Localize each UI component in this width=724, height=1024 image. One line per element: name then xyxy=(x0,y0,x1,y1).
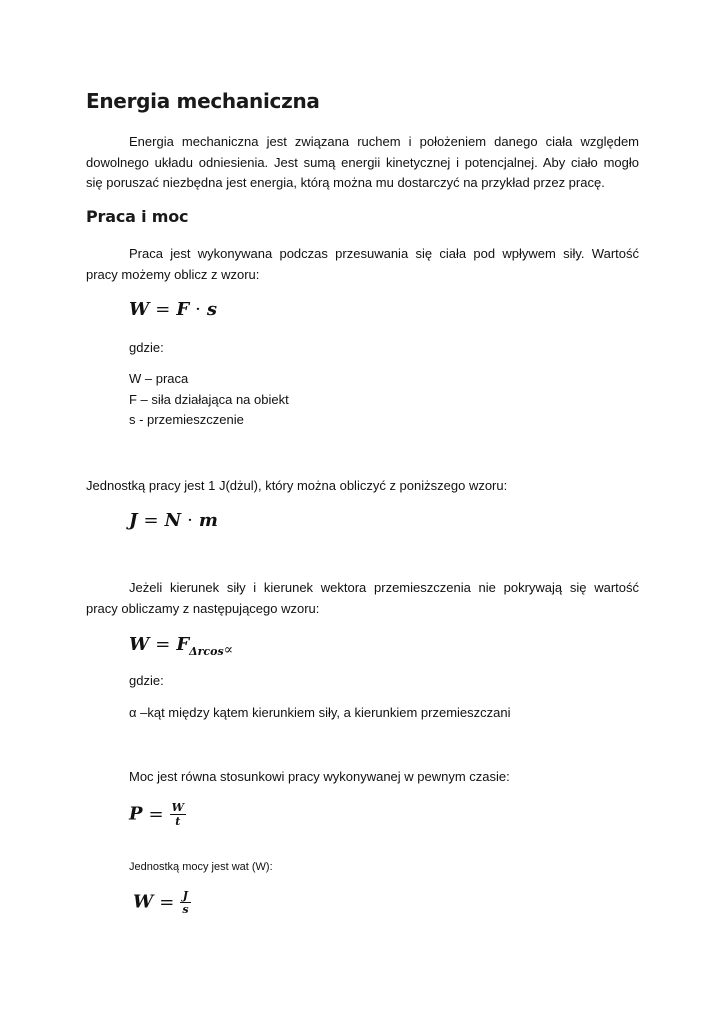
intro-line-1: Energia mechaniczna jest związana ruchem i położeniem danego ciała względem xyxy=(129,134,639,149)
formula-angle-sub: Δrcos xyxy=(189,645,224,658)
definitions-list xyxy=(129,369,289,431)
formula-angle-lhs: W xyxy=(129,634,150,655)
where-label-2: gdzie: xyxy=(129,673,164,688)
formula-power xyxy=(129,801,186,828)
formula-power-lhs: P xyxy=(129,803,143,825)
intro-line-3: się poruszać niezbędna jest energia, którą można mu dostarczyć na przykład przez pracę. xyxy=(86,175,605,190)
definition-f: F – siła działająca na obiekt xyxy=(129,391,289,407)
formula-power-fraction xyxy=(170,801,186,828)
formula-watt-eq: = xyxy=(159,891,175,913)
work-line-2: pracy możemy oblicz z wzoru: xyxy=(86,266,260,282)
page-title: Energia mechaniczna xyxy=(86,89,320,113)
formula-angle-eq: = xyxy=(155,634,171,655)
definition-w: W – praca xyxy=(129,371,189,386)
formula-work-lhs: W xyxy=(129,299,150,320)
definition-s: s - przemieszczenie xyxy=(129,412,244,427)
formula-watt-num: J xyxy=(180,889,190,903)
alpha-definition: α –kąt między kątem kierunkiem siły, a kierunkiem przemieszczani xyxy=(129,705,511,720)
formula-work-eq: = xyxy=(155,299,171,320)
unit-line: Jednostką pracy jest 1 J(dżul), który można obliczyć z poniższego wzoru: xyxy=(86,478,508,493)
formula-work-b: s xyxy=(206,299,217,320)
formula-joule-dot: · xyxy=(187,510,193,531)
formula-angle-a: F xyxy=(176,634,190,655)
formula-watt-fraction xyxy=(180,889,190,916)
angle-line-1: Jeżeli kierunek siły i kierunek wektora przemieszczenia nie pokrywają się wartość xyxy=(129,580,639,595)
formula-angle-prop: ∝ xyxy=(223,642,234,658)
formula-angle xyxy=(129,634,233,658)
work-paragraph xyxy=(86,244,639,285)
formula-joule xyxy=(129,510,218,531)
formula-joule-eq: = xyxy=(143,510,159,531)
formula-watt-lhs: W xyxy=(133,891,154,913)
power-line: Moc jest równa stosunkowi pracy wykonywanej w pewnym czasie: xyxy=(129,769,510,784)
formula-watt-den: s xyxy=(182,903,189,916)
power-unit-line: Jednostką mocy jest wat (W): xyxy=(129,861,273,873)
where-label-1: gdzie: xyxy=(129,340,164,355)
formula-power-eq: = xyxy=(148,803,164,825)
work-line-1: Praca jest wykonywana podczas przesuwania się ciała pod wpływem siły. Wartość xyxy=(129,246,639,261)
formula-work xyxy=(129,299,217,320)
formula-watt xyxy=(133,889,191,916)
angle-paragraph xyxy=(86,578,639,619)
formula-joule-lhs: J xyxy=(129,510,138,531)
formula-joule-b: m xyxy=(198,510,218,531)
section-title: Praca i moc xyxy=(86,207,189,226)
formula-joule-a: N xyxy=(164,510,182,531)
formula-work-dot: · xyxy=(195,299,201,320)
formula-work-a: F xyxy=(176,299,190,320)
angle-line-2: pracy obliczamy z następującego wzoru: xyxy=(86,600,320,616)
formula-power-den: t xyxy=(175,815,181,828)
intro-paragraph xyxy=(86,132,639,194)
formula-power-num: W xyxy=(171,801,184,814)
intro-line-2: dowolnego układu odniesienia. Jest sumą energii kinetycznej i potencjalnej. Aby ciało mogło xyxy=(86,154,639,170)
